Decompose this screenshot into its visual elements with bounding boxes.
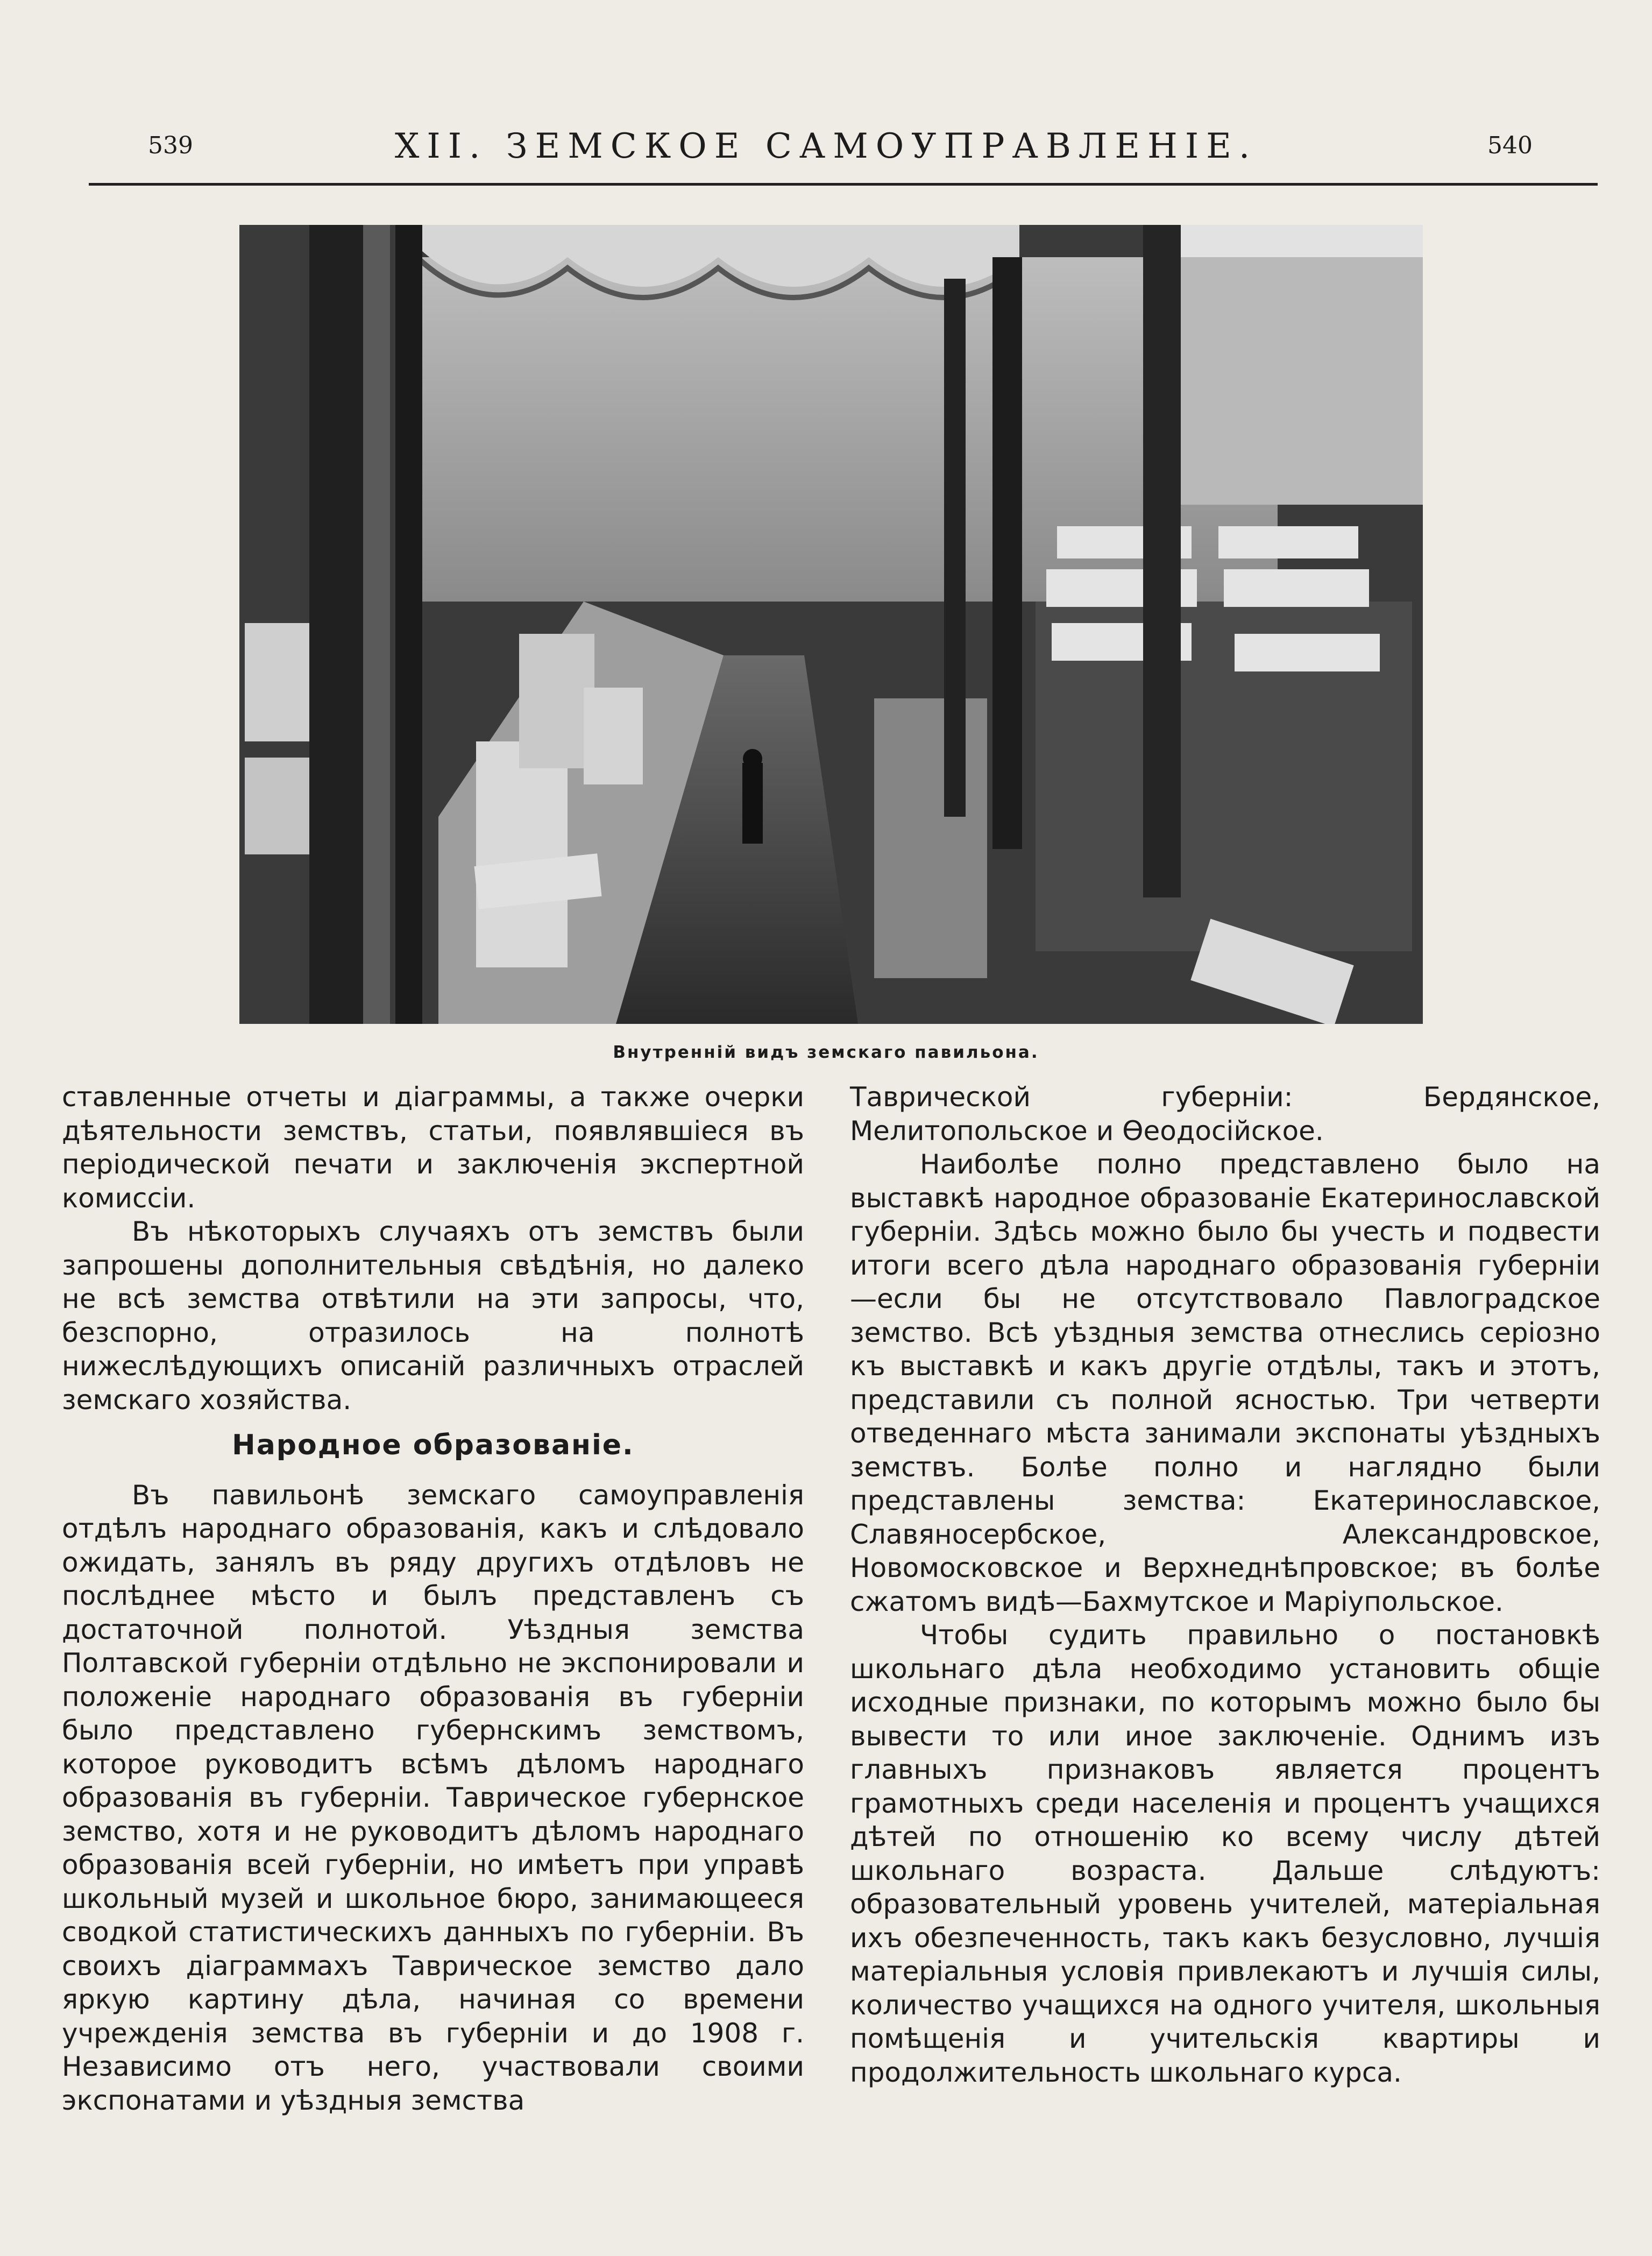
running-header: XII. ЗЕМСКОЕ САМОУПРАВЛЕНIЕ. <box>394 126 1258 166</box>
right-column <box>850 1080 1600 2089</box>
right-paragraph-3: Чтобы судить правильно о постановкѣ школьнаго дѣла необходимо установить общiе исходные признаки, по которымъ можно было бы вывести то или иное заключенiе. Однимъ изъ главныхъ признаковъ является процентъ грамотныхъ среди населенiя и процентъ учащихся дѣтей по отношенiю ко всему числу дѣтей школьнаго возраста. Дальше слѣдуютъ: образовательный уровень учителей, матерiальная ихъ обезпеченность, такъ какъ безусловно, лучшiя матерiальныя условiя привлекаютъ и лучшiя силы, количество учащихся на одного учителя, школьныя помѣщенiя и учительскiя квартиры и продолжительность школьнаго курса. <box>850 1619 1600 2088</box>
page-number-right: 540 <box>1487 132 1533 159</box>
section-heading: Народное образованiе. <box>232 1429 634 1461</box>
page-number-left: 539 <box>148 132 193 159</box>
right-paragraph-1: Таврической губернiи: Бердянское, Мелитопольское и Ѳеодосiйское. <box>850 1081 1600 1147</box>
left-paragraph-2: Въ нѣкоторыхъ случаяхъ отъ земствъ были запрошены дополнительныя свѣдѣнiя, но далеко не всѣ земства отвѣтили на эти запросы, что, безспорно, отразилось на полнотѣ нижеслѣдующихъ описанiй различныхъ отраслей земскаго хозяйства. <box>62 1216 804 1416</box>
left-paragraph-3: Въ павильонѣ земскаго самоуправленiя отдѣлъ народнаго образованiя, какъ и слѣдовало ожидать, занялъ въ ряду другихъ отдѣловъ не послѣднее мѣсто и былъ представленъ съ достаточной полнотой. Уѣздныя земства Полтавской губернiи отдѣльно не экспонировали и положенiе народнаго образованiя въ губернiи было представлено губернскимъ земствомъ, которое руководитъ всѣмъ дѣломъ народнаго образованiя въ губернiи. Таврическое губернское земство, хотя и не руководитъ дѣломъ народнаго образованiя всей губернiи, но имѣетъ при управѣ школьный музей и школьное бюро, занимающееся сводкой статистическихъ данныхъ по губернiи. Въ своихъ дiаграммахъ Таврическое земство дало яркую картину дѣла, начиная со времени учрежденiя земства въ губернiи и до 1908 г. Независимо отъ него, участвовали своими экспонатами и уѣздныя земства <box>62 1479 804 2116</box>
pavilion-photograph <box>239 225 1423 1024</box>
photo-caption: Внутреннiй видъ земскаго павильона. <box>613 1043 1039 1062</box>
header-rule <box>89 183 1598 186</box>
right-paragraph-2: Наиболѣе полно представлено было на выставкѣ народное образованiе Екатеринославской губернiи. Здѣсь можно было бы учесть и подвести итоги всего дѣла народнаго образованiя губернiи —если бы не отсутствовало Павлоградское земство. Всѣ уѣздныя земства отнеслись серiозно къ выставкѣ и какъ другiе отдѣлы, такъ и этотъ, представили съ полной ясностью. Три четверти отведеннаго мѣста занимали экспонаты уѣздныхъ земствъ. Болѣе полно и наглядно были представлены земства: Екатеринославское, Славяносербское, Александровское, Новомосковское и Верхнеднѣпровское; въ болѣе сжатомъ видѣ—Бахмутское и Марiупольское. <box>850 1149 1600 1617</box>
left-column <box>62 1080 804 2117</box>
left-paragraph-1: ставленные отчеты и дiаграммы, а также очерки дѣятельности земствъ, статьи, появлявшiеся въ перiодической печати и заключенiя экспертной комиссiи. <box>62 1081 804 1214</box>
pavilion-photo-illustration <box>239 225 1423 1024</box>
